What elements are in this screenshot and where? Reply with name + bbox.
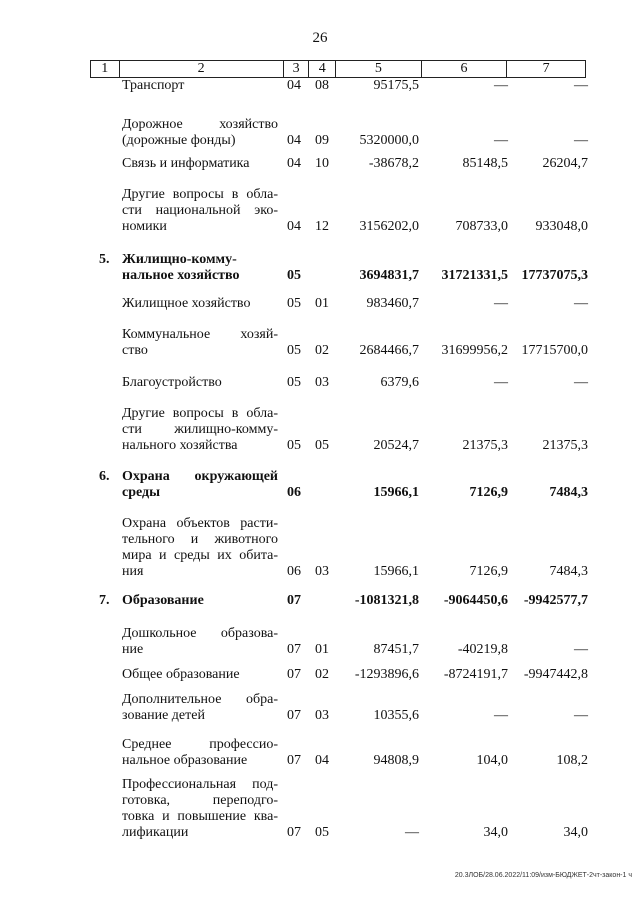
amount-col7: — [574, 296, 588, 311]
row-name-line: Общее образование [122, 667, 240, 682]
subsection-code: 04 [315, 753, 329, 768]
section-code: 07 [287, 593, 301, 608]
row-name-line: Среднее профессио- [122, 737, 278, 752]
row-name [122, 593, 278, 609]
amount-col5: 3694831,7 [359, 268, 419, 283]
row-name-line: ния [122, 564, 144, 579]
row-name-line: Охрана объектов расти- [122, 516, 278, 531]
row-name [122, 777, 278, 841]
amount-col6: -9064450,6 [443, 593, 508, 608]
row-name-line: Жилищно-комму- [122, 252, 237, 267]
amount-col7: 34,0 [563, 825, 588, 840]
amount-col6: 7126,9 [469, 564, 508, 579]
row-name-line: Дорожное хозяйство [122, 117, 278, 132]
row-name [122, 117, 278, 149]
amount-col6: -40219,8 [457, 642, 508, 657]
amount-col5: 15966,1 [373, 485, 419, 500]
row-name-line: товка и повышение ква- [122, 809, 278, 824]
page-number: 26 [312, 30, 328, 46]
column-header-5: 5 [336, 61, 422, 78]
amount-col6: — [494, 133, 508, 148]
row-name-line: готовка, переподго- [122, 793, 278, 808]
row-name [122, 327, 278, 359]
row-name-line: Транспорт [122, 78, 185, 93]
row-name-line: Жилищное хозяйство [122, 296, 251, 311]
column-header-7: 7 [507, 61, 586, 78]
amount-col7: 26204,7 [542, 156, 588, 171]
amount-col5: -1293896,6 [354, 667, 419, 682]
amount-col7: 21375,3 [542, 438, 588, 453]
row-name-line: ние [122, 642, 144, 657]
amount-col7: — [574, 78, 588, 93]
row-number: 7. [99, 593, 110, 608]
row-name-line: Коммунальное хозяй- [122, 327, 278, 342]
section-code: 06 [287, 564, 301, 579]
amount-col6: 21375,3 [462, 438, 508, 453]
row-name [122, 406, 278, 454]
row-name-line: ство [122, 343, 148, 358]
amount-col7: 17737075,3 [521, 268, 588, 283]
subsection-code: 05 [315, 438, 329, 453]
subsection-code: 03 [315, 375, 329, 390]
subsection-code: 10 [315, 156, 329, 171]
section-code: 07 [287, 753, 301, 768]
section-code: 06 [287, 485, 301, 500]
amount-col6: — [494, 78, 508, 93]
row-name-line: Образование [122, 593, 204, 608]
amount-col5: 94808,9 [373, 753, 419, 768]
amount-col7: — [574, 708, 588, 723]
row-name-line: среды [122, 485, 161, 500]
row-name-line: Охрана окружающей [122, 469, 278, 484]
row-name-line: Дошкольное образова- [122, 626, 278, 641]
row-name-line: сти национальной эко- [122, 203, 278, 218]
amount-col5: -1081321,8 [354, 593, 419, 608]
amount-col6: — [494, 296, 508, 311]
row-name [122, 667, 278, 683]
amount-col7: 17715700,0 [521, 343, 588, 358]
subsection-code: 01 [315, 296, 329, 311]
section-code: 07 [287, 642, 301, 657]
row-name [122, 469, 278, 501]
amount-col7: — [574, 642, 588, 657]
row-name-line: Другие вопросы в обла- [122, 406, 278, 421]
amount-col5: 10355,6 [373, 708, 419, 723]
amount-col6: 31699956,2 [441, 343, 508, 358]
section-code: 07 [287, 667, 301, 682]
column-header-4: 4 [309, 61, 336, 78]
amount-col6: — [494, 375, 508, 390]
subsection-code: 12 [315, 219, 329, 234]
amount-col5: 983460,7 [366, 296, 419, 311]
amount-col6: 7126,9 [469, 485, 508, 500]
section-code: 07 [287, 708, 301, 723]
section-code: 07 [287, 825, 301, 840]
subsection-code: 02 [315, 667, 329, 682]
amount-col5: — [405, 825, 419, 840]
subsection-code: 09 [315, 133, 329, 148]
amount-col7: 7484,3 [549, 485, 588, 500]
column-header-1: 1 [91, 61, 120, 78]
row-name-line: тельного и животного [122, 532, 278, 547]
section-code: 04 [287, 219, 301, 234]
row-name-line: сти жилищно-комму- [122, 422, 278, 437]
section-code: 05 [287, 296, 301, 311]
amount-col7: 108,2 [556, 753, 588, 768]
section-code: 04 [287, 133, 301, 148]
amount-col6: 104,0 [476, 753, 508, 768]
amount-col6: 31721331,5 [441, 268, 508, 283]
row-name-line: номики [122, 219, 167, 234]
row-number: 6. [99, 469, 110, 484]
amount-col6: 85148,5 [462, 156, 508, 171]
amount-col5: 20524,7 [373, 438, 419, 453]
row-name-line: Благоустройство [122, 375, 222, 390]
row-name-line: лификации [122, 825, 189, 840]
row-name-line: нальное образование [122, 753, 248, 768]
footer-file-stamp: 20.3ЛОБ/28.06.2022/11:09/изм-БЮДЖЕТ-2чт-закон-1 ч [454, 872, 632, 879]
row-name-line: нальное хозяйство [122, 268, 240, 283]
amount-col5: 5320000,0 [359, 133, 419, 148]
column-header-6: 6 [421, 61, 507, 78]
section-code: 05 [287, 343, 301, 358]
row-name [122, 626, 278, 658]
section-code: 04 [287, 156, 301, 171]
column-header-3: 3 [283, 61, 309, 78]
row-name [122, 692, 278, 724]
amount-col5: 6379,6 [380, 375, 419, 390]
amount-col6: 34,0 [483, 825, 508, 840]
amount-col6: -8724191,7 [443, 667, 508, 682]
row-name-line: (дорожные фонды) [122, 133, 236, 148]
amount-col6: 708733,0 [455, 219, 508, 234]
subsection-code: 03 [315, 564, 329, 579]
amount-col7: -9947442,8 [523, 667, 588, 682]
amount-col6: — [494, 708, 508, 723]
amount-col7: -9942577,7 [523, 593, 588, 608]
row-name-line: Связь и информатика [122, 156, 250, 171]
row-name [122, 252, 278, 284]
amount-col5: -38678,2 [368, 156, 419, 171]
amount-col7: — [574, 375, 588, 390]
subsection-code: 08 [315, 78, 329, 93]
subsection-code: 03 [315, 708, 329, 723]
row-name-line: нального хозяйства [122, 438, 238, 453]
row-name-line: зование детей [122, 708, 205, 723]
row-name-line: Дополнительное обра- [122, 692, 278, 707]
section-code: 05 [287, 438, 301, 453]
amount-col5: 95175,5 [373, 78, 419, 93]
row-number: 5. [99, 252, 110, 267]
subsection-code: 05 [315, 825, 329, 840]
row-name [122, 516, 278, 580]
row-name-line: Профессиональная под- [122, 777, 278, 792]
section-code: 05 [287, 375, 301, 390]
column-header-2: 2 [119, 61, 283, 78]
amount-col5: 2684466,7 [359, 343, 419, 358]
row-name [122, 156, 278, 172]
section-code: 04 [287, 78, 301, 93]
section-code: 05 [287, 268, 301, 283]
row-name [122, 78, 278, 94]
row-name [122, 375, 278, 391]
amount-col5: 87451,7 [373, 642, 419, 657]
row-name [122, 187, 278, 235]
row-name-line: мира и среды их обита- [122, 548, 278, 563]
subsection-code: 01 [315, 642, 329, 657]
amount-col5: 15966,1 [373, 564, 419, 579]
row-name [122, 296, 278, 312]
amount-col7: 7484,3 [549, 564, 588, 579]
row-name [122, 737, 278, 769]
amount-col5: 3156202,0 [359, 219, 419, 234]
amount-col7: 933048,0 [535, 219, 588, 234]
subsection-code: 02 [315, 343, 329, 358]
amount-col7: — [574, 133, 588, 148]
row-name-line: Другие вопросы в обла- [122, 187, 278, 202]
